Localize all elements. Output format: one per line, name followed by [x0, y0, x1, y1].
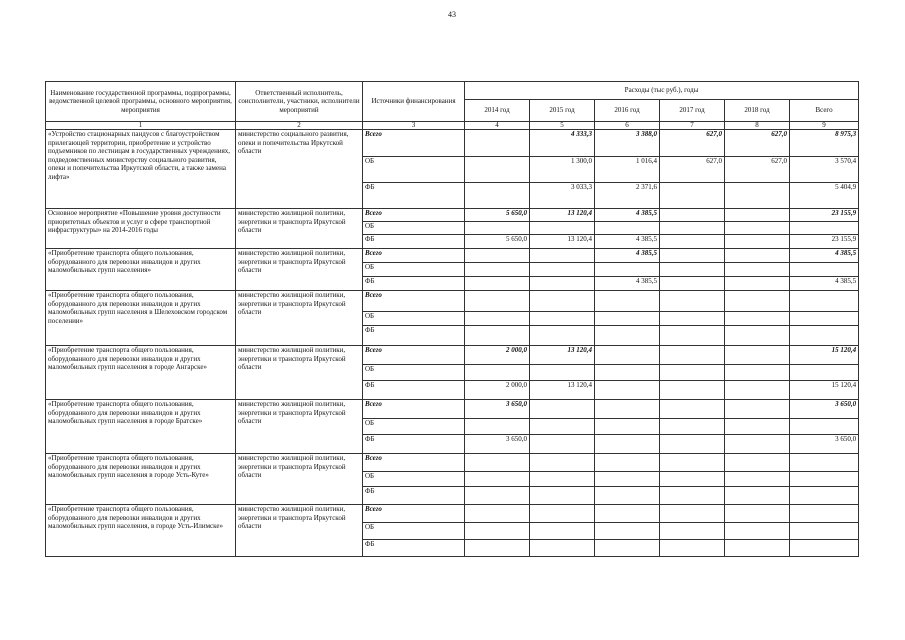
column-numbers-row	[46, 122, 859, 130]
executor-cell: министерство жилищной политики, энергетики и транспорта Иркутской области	[236, 291, 363, 346]
year-value-cell	[465, 472, 530, 487]
year-value-cell: 13 120,4	[530, 346, 595, 365]
year-value-cell	[465, 326, 530, 346]
funding-source-cell: ОБ	[363, 312, 465, 326]
year-value-cell: 627,0	[660, 157, 725, 183]
year-value-cell	[530, 263, 595, 277]
program-name-cell: «Приобретение транспорта общего пользования, оборудованного для перевозки инвалидов и других маломобильных групп населения в городе Ангарске»	[46, 346, 236, 400]
program-name-cell: «Устройство стационарных пандусов с благоустройством прилегающей территории, приобретение и устройство подъемников по лестницам в государственных учреждениях, подведомственных министерству социального развития, опеки и попечительства Иркутской области, а также замена лифта»	[46, 130, 236, 209]
year-value-cell	[530, 291, 595, 312]
year-value-cell	[660, 249, 725, 263]
header-year: 2018 год	[725, 100, 790, 122]
executor-cell: министерство жилищной политики, энергетики и транспорта Иркутской области	[236, 400, 363, 454]
page-number: 43	[448, 10, 456, 19]
year-value-cell	[530, 523, 595, 540]
year-value-cell	[465, 540, 530, 557]
year-value-cell	[660, 222, 725, 235]
year-value-cell: 627,0	[660, 130, 725, 157]
year-value-cell	[725, 346, 790, 365]
year-value-cell	[530, 222, 595, 235]
total-value-cell: 3 650,0	[790, 400, 859, 419]
funding-source-cell: ОБ	[363, 263, 465, 277]
total-value-cell: 23 155,9	[790, 235, 859, 249]
header-year: 2014 год	[465, 100, 530, 122]
total-value-cell	[790, 326, 859, 346]
year-value-cell	[465, 419, 530, 435]
year-value-cell	[595, 222, 660, 235]
year-value-cell	[530, 249, 595, 263]
year-value-cell	[465, 157, 530, 183]
year-value-cell	[725, 312, 790, 326]
program-name-cell: «Приобретение транспорта общего пользования, оборудованного для перевозки инвалидов и других маломобильных групп населения в Шелеховском городском поселении»	[46, 291, 236, 346]
year-value-cell	[725, 540, 790, 557]
total-value-cell	[790, 454, 859, 472]
header-total: Всего	[790, 100, 859, 122]
year-value-cell	[725, 523, 790, 540]
total-value-cell: 15 120,4	[790, 346, 859, 365]
funding-source-cell: Всего	[363, 291, 465, 312]
total-value-cell: 4 385,5	[790, 249, 859, 263]
table-row	[46, 249, 859, 263]
program-name-cell: «Приобретение транспорта общего пользования, оборудованного для перевозки инвалидов и других маломобильных групп населения в городе Братске»	[46, 400, 236, 454]
year-value-cell	[530, 365, 595, 381]
year-value-cell: 3 388,0	[595, 130, 660, 157]
year-value-cell	[530, 454, 595, 472]
year-value-cell	[660, 400, 725, 419]
funding-source-cell: ФБ	[363, 381, 465, 400]
year-value-cell	[465, 365, 530, 381]
year-value-cell	[660, 487, 725, 505]
year-value-cell	[595, 435, 660, 454]
year-value-cell: 5 650,0	[465, 209, 530, 222]
year-value-cell: 4 385,5	[595, 235, 660, 249]
table-row	[46, 454, 859, 472]
year-value-cell	[530, 540, 595, 557]
header-year: 2017 год	[660, 100, 725, 122]
year-value-cell	[465, 222, 530, 235]
total-value-cell	[790, 365, 859, 381]
table-row	[46, 291, 859, 312]
year-value-cell	[660, 381, 725, 400]
total-value-cell	[790, 540, 859, 557]
year-value-cell	[465, 249, 530, 263]
year-value-cell: 3 033,3	[530, 183, 595, 209]
year-value-cell	[595, 291, 660, 312]
executor-cell: министерство социального развития, опеки и попечительства Иркутской области	[236, 130, 363, 209]
table-row	[46, 346, 859, 365]
year-value-cell: 4 385,5	[595, 249, 660, 263]
table-row	[46, 130, 859, 157]
total-value-cell	[790, 312, 859, 326]
year-value-cell	[595, 540, 660, 557]
total-value-cell: 3 650,0	[790, 435, 859, 454]
funding-source-cell: ФБ	[363, 326, 465, 346]
executor-cell: министерство жилищной политики, энергетики и транспорта Иркутской области	[236, 505, 363, 557]
program-name-cell: Основное мероприятие «Повышение уровня доступности приоритетных объектов и услуг в сфере транспортной инфраструктуры» на 2014-2016 годы	[46, 209, 236, 249]
funding-source-cell: Всего	[363, 209, 465, 222]
funding-source-cell: Всего	[363, 130, 465, 157]
year-value-cell	[465, 454, 530, 472]
header-year: 2016 год	[595, 100, 660, 122]
year-value-cell	[465, 487, 530, 505]
year-value-cell	[660, 505, 725, 523]
table-row	[46, 400, 859, 419]
year-value-cell	[725, 487, 790, 505]
total-value-cell: 5 404,9	[790, 183, 859, 209]
year-value-cell	[725, 365, 790, 381]
column-number: 3	[363, 122, 465, 130]
year-value-cell	[725, 291, 790, 312]
year-value-cell	[660, 540, 725, 557]
year-value-cell: 2 371,6	[595, 183, 660, 209]
year-value-cell: 1 016,4	[595, 157, 660, 183]
year-value-cell	[595, 381, 660, 400]
executor-cell: министерство жилищной политики, энергетики и транспорта Иркутской области	[236, 454, 363, 505]
year-value-cell	[660, 209, 725, 222]
total-value-cell	[790, 487, 859, 505]
funding-source-cell: ФБ	[363, 277, 465, 291]
header-program-name: Наименование государственной программы, подпрограммы, ведомственной целевой программы, основного мероприятия, мероприятия	[46, 82, 236, 122]
table-row	[46, 209, 859, 222]
year-value-cell	[595, 472, 660, 487]
year-value-cell	[465, 291, 530, 312]
year-value-cell	[465, 277, 530, 291]
year-value-cell	[595, 505, 660, 523]
year-value-cell	[530, 487, 595, 505]
funding-source-cell: ОБ	[363, 365, 465, 381]
funding-source-cell: ОБ	[363, 523, 465, 540]
year-value-cell	[725, 277, 790, 291]
year-value-cell	[660, 312, 725, 326]
year-value-cell: 13 120,4	[530, 235, 595, 249]
year-value-cell	[465, 183, 530, 209]
year-value-cell: 4 385,5	[595, 209, 660, 222]
year-value-cell: 13 120,4	[530, 209, 595, 222]
header-executor: Ответственный исполнитель, соисполнители, участники, исполнители мероприятий	[236, 82, 363, 122]
program-name-cell: «Приобретение транспорта общего пользования, оборудованного для перевозки инвалидов и других маломобильных групп населения, в городе Усть-Илимске»	[46, 505, 236, 557]
year-value-cell: 5 650,0	[465, 235, 530, 249]
year-value-cell	[725, 235, 790, 249]
year-value-cell	[530, 472, 595, 487]
program-name-cell: «Приобретение транспорта общего пользования, оборудованного для перевозки инвалидов и других маломобильных групп населения в городе Усть-Куте»	[46, 454, 236, 505]
year-value-cell	[530, 312, 595, 326]
column-number: 9	[790, 122, 859, 130]
year-value-cell	[725, 183, 790, 209]
year-value-cell	[660, 472, 725, 487]
year-value-cell	[725, 435, 790, 454]
year-value-cell: 627,0	[725, 130, 790, 157]
funding-source-cell: ОБ	[363, 419, 465, 435]
header-year: 2015 год	[530, 100, 595, 122]
year-value-cell	[725, 263, 790, 277]
year-value-cell	[530, 435, 595, 454]
year-value-cell	[465, 523, 530, 540]
year-value-cell	[660, 365, 725, 381]
funding-source-cell: ОБ	[363, 222, 465, 235]
header-expenses: Расходы (тыс руб.), годы	[465, 82, 859, 100]
funding-source-cell: Всего	[363, 400, 465, 419]
year-value-cell: 4 385,5	[595, 277, 660, 291]
total-value-cell: 8 975,3	[790, 130, 859, 157]
program-name-cell: «Приобретение транспорта общего пользования, оборудованного для перевозки инвалидов и других маломобильных групп населения»	[46, 249, 236, 291]
executor-cell: министерство жилищной политики, энергетики и транспорта Иркутской области	[236, 209, 363, 249]
funding-source-cell: ОБ	[363, 157, 465, 183]
total-value-cell	[790, 472, 859, 487]
year-value-cell	[725, 209, 790, 222]
year-value-cell	[595, 400, 660, 419]
total-value-cell	[790, 263, 859, 277]
year-value-cell	[660, 326, 725, 346]
header-funding-source: Источники финансирования	[363, 82, 465, 122]
year-value-cell	[725, 326, 790, 346]
funding-source-cell: ФБ	[363, 435, 465, 454]
column-number: 4	[465, 122, 530, 130]
year-value-cell	[660, 277, 725, 291]
year-value-cell	[660, 183, 725, 209]
total-value-cell	[790, 419, 859, 435]
year-value-cell	[725, 505, 790, 523]
year-value-cell	[660, 419, 725, 435]
year-value-cell	[530, 277, 595, 291]
column-number: 1	[46, 122, 236, 130]
funding-source-cell: ОБ	[363, 472, 465, 487]
year-value-cell	[465, 263, 530, 277]
year-value-cell	[660, 263, 725, 277]
year-value-cell: 627,0	[725, 157, 790, 183]
year-value-cell	[595, 454, 660, 472]
year-value-cell: 3 650,0	[465, 435, 530, 454]
year-value-cell	[530, 400, 595, 419]
year-value-cell	[660, 235, 725, 249]
total-value-cell	[790, 291, 859, 312]
funding-source-cell: Всего	[363, 505, 465, 523]
year-value-cell: 13 120,4	[530, 381, 595, 400]
executor-cell: министерство жилищной политики, энергетики и транспорта Иркутской области	[236, 346, 363, 400]
year-value-cell	[725, 222, 790, 235]
year-value-cell	[595, 365, 660, 381]
year-value-cell	[660, 523, 725, 540]
year-value-cell: 4 333,3	[530, 130, 595, 157]
executor-cell: министерство жилищной политики, энергетики и транспорта Иркутской области	[236, 249, 363, 291]
year-value-cell: 2 000,0	[465, 346, 530, 365]
table-row	[46, 505, 859, 523]
year-value-cell	[725, 400, 790, 419]
column-number: 2	[236, 122, 363, 130]
year-value-cell	[595, 312, 660, 326]
year-value-cell	[530, 505, 595, 523]
year-value-cell	[660, 435, 725, 454]
year-value-cell	[725, 419, 790, 435]
funding-source-cell: ФБ	[363, 487, 465, 505]
total-value-cell	[790, 505, 859, 523]
year-value-cell	[595, 487, 660, 505]
year-value-cell: 2 000,0	[465, 381, 530, 400]
year-value-cell	[660, 291, 725, 312]
year-value-cell	[465, 312, 530, 326]
year-value-cell: 3 650,0	[465, 400, 530, 419]
year-value-cell	[595, 263, 660, 277]
column-number: 5	[530, 122, 595, 130]
total-value-cell: 4 385,5	[790, 277, 859, 291]
total-value-cell: 3 570,4	[790, 157, 859, 183]
year-value-cell	[725, 249, 790, 263]
table-body	[46, 130, 859, 557]
year-value-cell	[595, 326, 660, 346]
year-value-cell	[465, 505, 530, 523]
funding-source-cell: ФБ	[363, 183, 465, 209]
year-value-cell	[465, 130, 530, 157]
total-value-cell	[790, 523, 859, 540]
column-number: 7	[660, 122, 725, 130]
funding-source-cell: ФБ	[363, 235, 465, 249]
budget-table	[45, 81, 859, 557]
year-value-cell	[530, 419, 595, 435]
column-number: 6	[595, 122, 660, 130]
year-value-cell	[530, 326, 595, 346]
column-number: 8	[725, 122, 790, 130]
year-value-cell	[725, 381, 790, 400]
year-value-cell	[595, 346, 660, 365]
year-value-cell: 1 300,0	[530, 157, 595, 183]
year-value-cell	[595, 419, 660, 435]
funding-source-cell: Всего	[363, 454, 465, 472]
total-value-cell: 15 120,4	[790, 381, 859, 400]
year-value-cell	[660, 454, 725, 472]
year-value-cell	[595, 523, 660, 540]
year-value-cell	[725, 454, 790, 472]
funding-source-cell: Всего	[363, 346, 465, 365]
year-value-cell	[660, 346, 725, 365]
total-value-cell: 23 155,9	[790, 209, 859, 222]
year-value-cell	[725, 472, 790, 487]
funding-source-cell: ФБ	[363, 540, 465, 557]
funding-source-cell: Всего	[363, 249, 465, 263]
total-value-cell	[790, 222, 859, 235]
